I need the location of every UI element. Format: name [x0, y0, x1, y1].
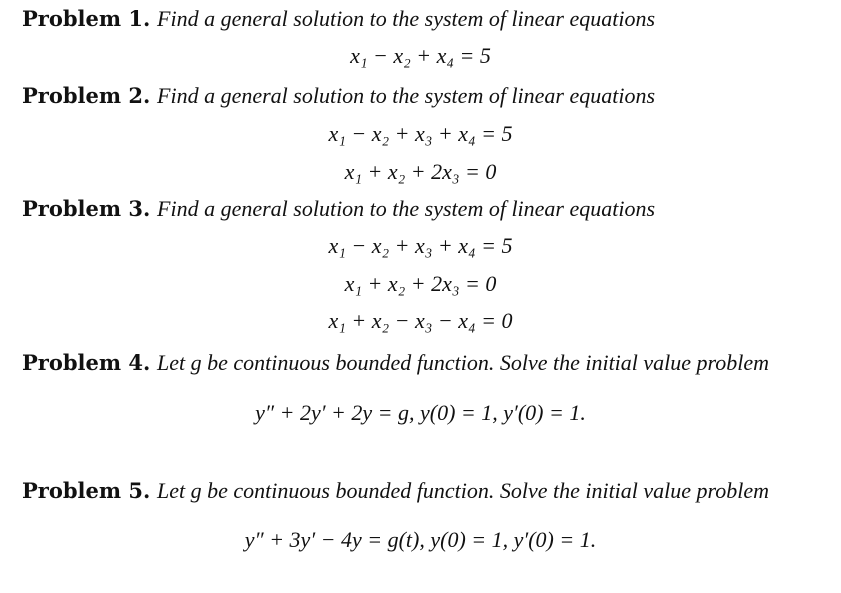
problem-1-heading	[22, 6, 655, 32]
problem-2-heading	[22, 83, 655, 109]
problem-1-label: Problem 1.	[22, 6, 151, 31]
problem-5-equation-1: y″ + 3y′ − 4y = g(t), y(0) = 1, y′(0) = 1.	[244, 527, 597, 552]
problem-1-equation-1: x₁ − x₂ + x₄ = 5	[350, 43, 491, 68]
problem-2-label: Problem 2.	[22, 83, 151, 108]
problem-4-equation-1: y″ + 2y′ + 2y = g, y(0) = 1, y′(0) = 1.	[255, 400, 586, 425]
problem-3-equation-2: x₁ + x₂ + 2x₃ = 0	[344, 271, 497, 296]
problem-5-heading	[22, 478, 769, 504]
problem-3-label: Problem 3.	[22, 196, 151, 221]
problem-3-text: Find a general solution to the system of linear equations	[157, 196, 656, 221]
problem-3-heading	[22, 196, 655, 222]
problem-3-equation-3: x₁ + x₂ − x₃ − x₄ = 0	[328, 308, 513, 333]
problem-5-text: Let g be continuous bounded function. Solve the initial value problem	[157, 478, 770, 503]
problem-4-heading	[22, 350, 769, 376]
problem-3-equation-1: x₁ − x₂ + x₃ + x₄ = 5	[328, 233, 513, 258]
problem-2-text: Find a general solution to the system of linear equations	[157, 83, 656, 108]
problem-1-text: Find a general solution to the system of linear equations	[157, 6, 656, 31]
problem-2-equation-1: x₁ − x₂ + x₃ + x₄ = 5	[328, 121, 513, 146]
problem-2-equation-2: x₁ + x₂ + 2x₃ = 0	[344, 159, 497, 184]
problem-5-label: Problem 5.	[22, 478, 151, 503]
problem-4-label: Problem 4.	[22, 350, 151, 375]
problem-4-text: Let g be continuous bounded function. Solve the initial value problem	[157, 350, 770, 375]
